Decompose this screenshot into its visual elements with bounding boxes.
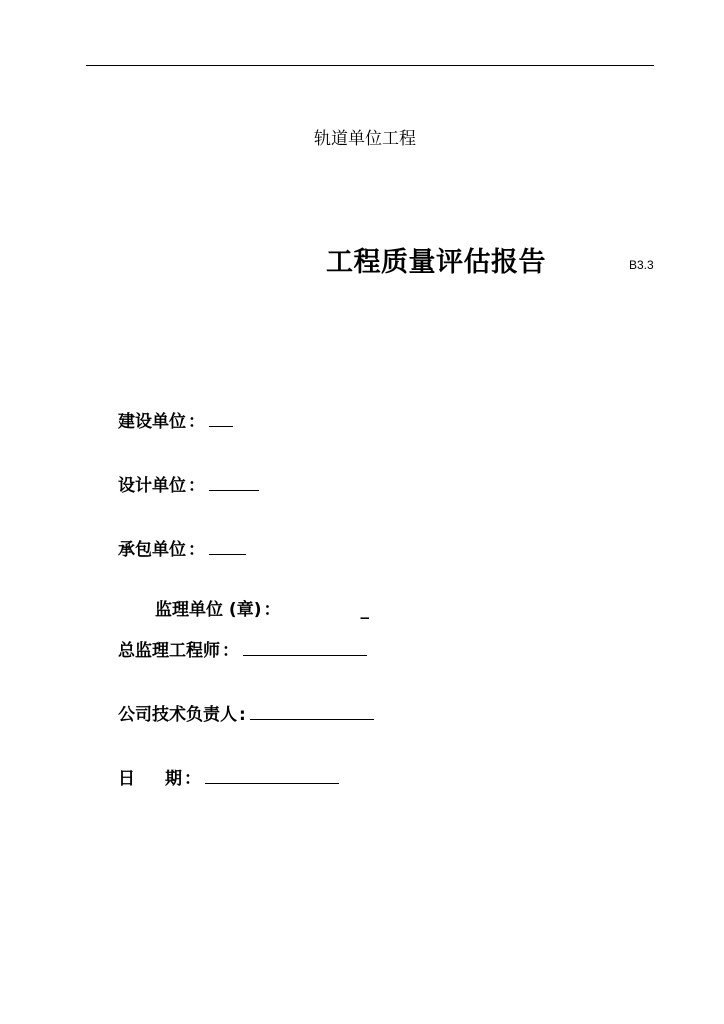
contractor-unit-blank[interactable] — [209, 538, 246, 555]
date-field — [118, 767, 339, 789]
construction-unit-label: 建设单位 — [118, 412, 186, 432]
date-label-day: 日 — [118, 769, 135, 789]
date-label-period: 期 — [165, 769, 182, 789]
chief-supervisor-colon: ： — [222, 641, 239, 661]
date-colon: ： — [184, 769, 201, 789]
supervision-unit-label: 监理单位 (章) — [155, 600, 262, 620]
chief-supervisor-field — [118, 639, 367, 661]
chief-supervisor-blank[interactable] — [243, 639, 367, 656]
design-unit-blank[interactable] — [209, 474, 259, 491]
project-subtitle: 轨道单位工程 — [314, 129, 416, 149]
company-tech-lead-field — [118, 703, 374, 725]
report-title: 工程质量评估报告 — [326, 247, 546, 278]
company-tech-lead-colon: : — [239, 705, 246, 725]
company-tech-lead-blank[interactable] — [250, 703, 374, 720]
supervision-unit-colon: ： — [263, 600, 281, 620]
supervision-unit-trailing: _ — [360, 600, 369, 620]
header-rule — [86, 65, 654, 66]
contractor-unit-colon: ： — [188, 540, 205, 560]
form-code: B3.3 — [629, 258, 654, 272]
contractor-unit-field — [118, 538, 246, 560]
company-tech-lead-label: 公司技术负责人 — [118, 705, 237, 725]
design-unit-field — [118, 474, 259, 496]
construction-unit-field — [118, 410, 233, 432]
chief-supervisor-label: 总监理工程师 — [118, 641, 220, 661]
contractor-unit-label: 承包单位 — [118, 540, 186, 560]
design-unit-label: 设计单位 — [118, 476, 186, 496]
construction-unit-blank[interactable] — [209, 410, 233, 427]
design-unit-colon: ： — [188, 476, 205, 496]
construction-unit-colon: ： — [188, 412, 205, 432]
supervision-unit-field — [155, 600, 369, 620]
date-blank[interactable] — [205, 767, 339, 784]
